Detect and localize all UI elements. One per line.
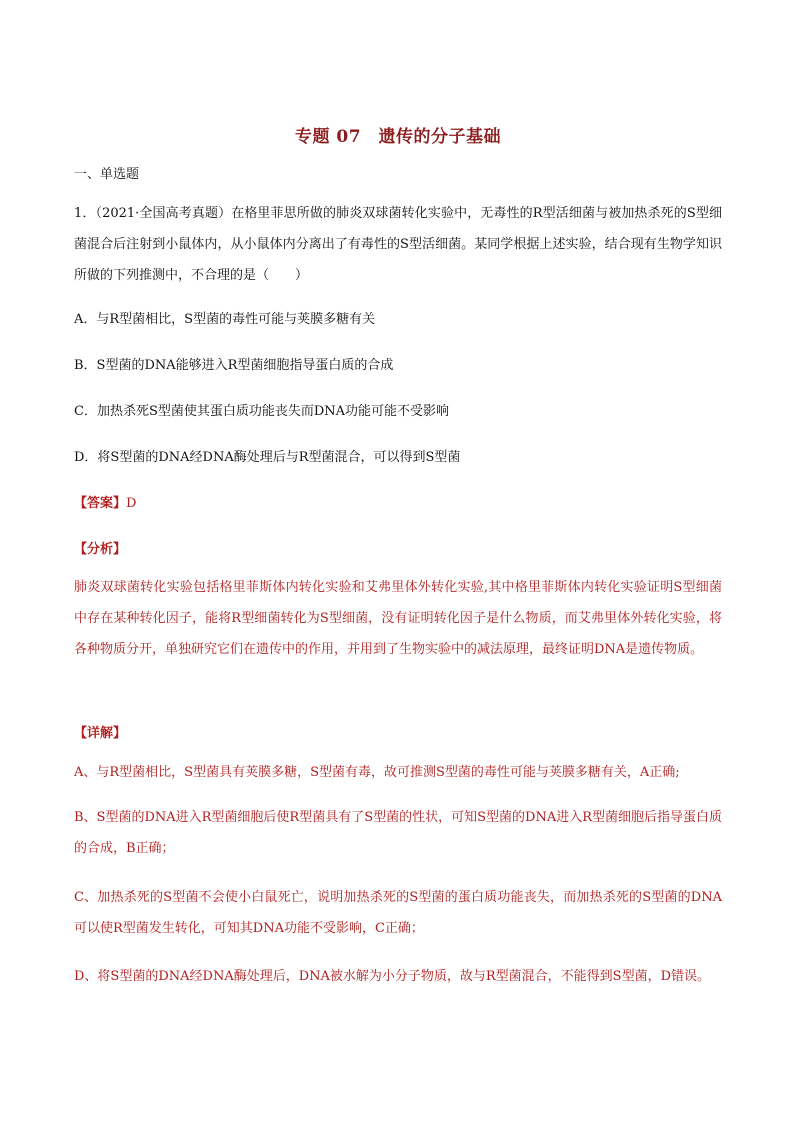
option-a: A．与R型菌相比，S型菌的毒性可能与荚膜多糖有关 — [74, 312, 376, 327]
page-title: 专题 07 遗传的分子基础 — [294, 127, 502, 147]
question-stem: 1．（2021·全国高考真题）在格里菲思所做的肺炎双球菌转化实验中，无毒性的R型活细菌与被加热杀死的S型细菌混合后注射到小鼠体内，从小鼠体内分离出了有毒性的S型活细菌。某同学根据上述实验，结合现有生物学知识所做的下列推测中，不合理的是（ ） — [74, 206, 722, 283]
option-d: D．将S型菌的DNA经DNA酶处理后与R型菌混合，可以得到S型菌 — [74, 450, 461, 465]
analysis-label: 【分析】 — [74, 542, 127, 557]
section-heading: 一、单选题 — [74, 167, 140, 182]
detail-c: C、加热杀死的S型菌不会使小白鼠死亡，说明加热杀死的S型菌的蛋白质功能丧失，而加热杀死的S型菌的DNA可以使R型菌发生转化，可知其DNA功能不受影响，C正确； — [74, 890, 722, 936]
detail-a: A、与R型菌相比，S型菌具有荚膜多糖，S型菌有毒，故可推测S型菌的毒性可能与荚膜多糖有关，A正确; — [74, 765, 680, 780]
detail-b: B、S型菌的DNA进入R型菌细胞后使R型菌具有了S型菌的性状，可知S型菌的DNA进入R型菌细胞后指导蛋白质的合成，B正确； — [74, 810, 723, 856]
option-c: C．加热杀死S型菌使其蛋白质功能丧失而DNA功能可能不受影响 — [74, 404, 450, 419]
answer-line — [74, 492, 136, 511]
detail-label: 【详解】 — [74, 726, 127, 741]
answer-value: D — [126, 496, 137, 511]
option-b: B．S型菌的DNA能够进入R型菌细胞指导蛋白质的合成 — [74, 358, 394, 373]
detail-d: D、将S型菌的DNA经DNA酶处理后，DNA被水解为小分子物质，故与R型菌混合，不能得到S型菌，D错误。 — [74, 969, 711, 984]
answer-label: 【答案】 — [74, 496, 127, 511]
analysis-text: 肺炎双球菌转化实验包括格里菲斯体内转化实验和艾弗里体外转化实验,其中格里菲斯体内转化实验证明S型细菌中存在某种转化因子，能将R型细菌转化为S型细菌，没有证明转化因子是什么物质，而艾弗里体外转化实验，将各种物质分开，单独研究它们在遗传中的作用，并用到了生物实验中的减法原理，最终证明DNA是遗传物质。 — [74, 580, 722, 657]
